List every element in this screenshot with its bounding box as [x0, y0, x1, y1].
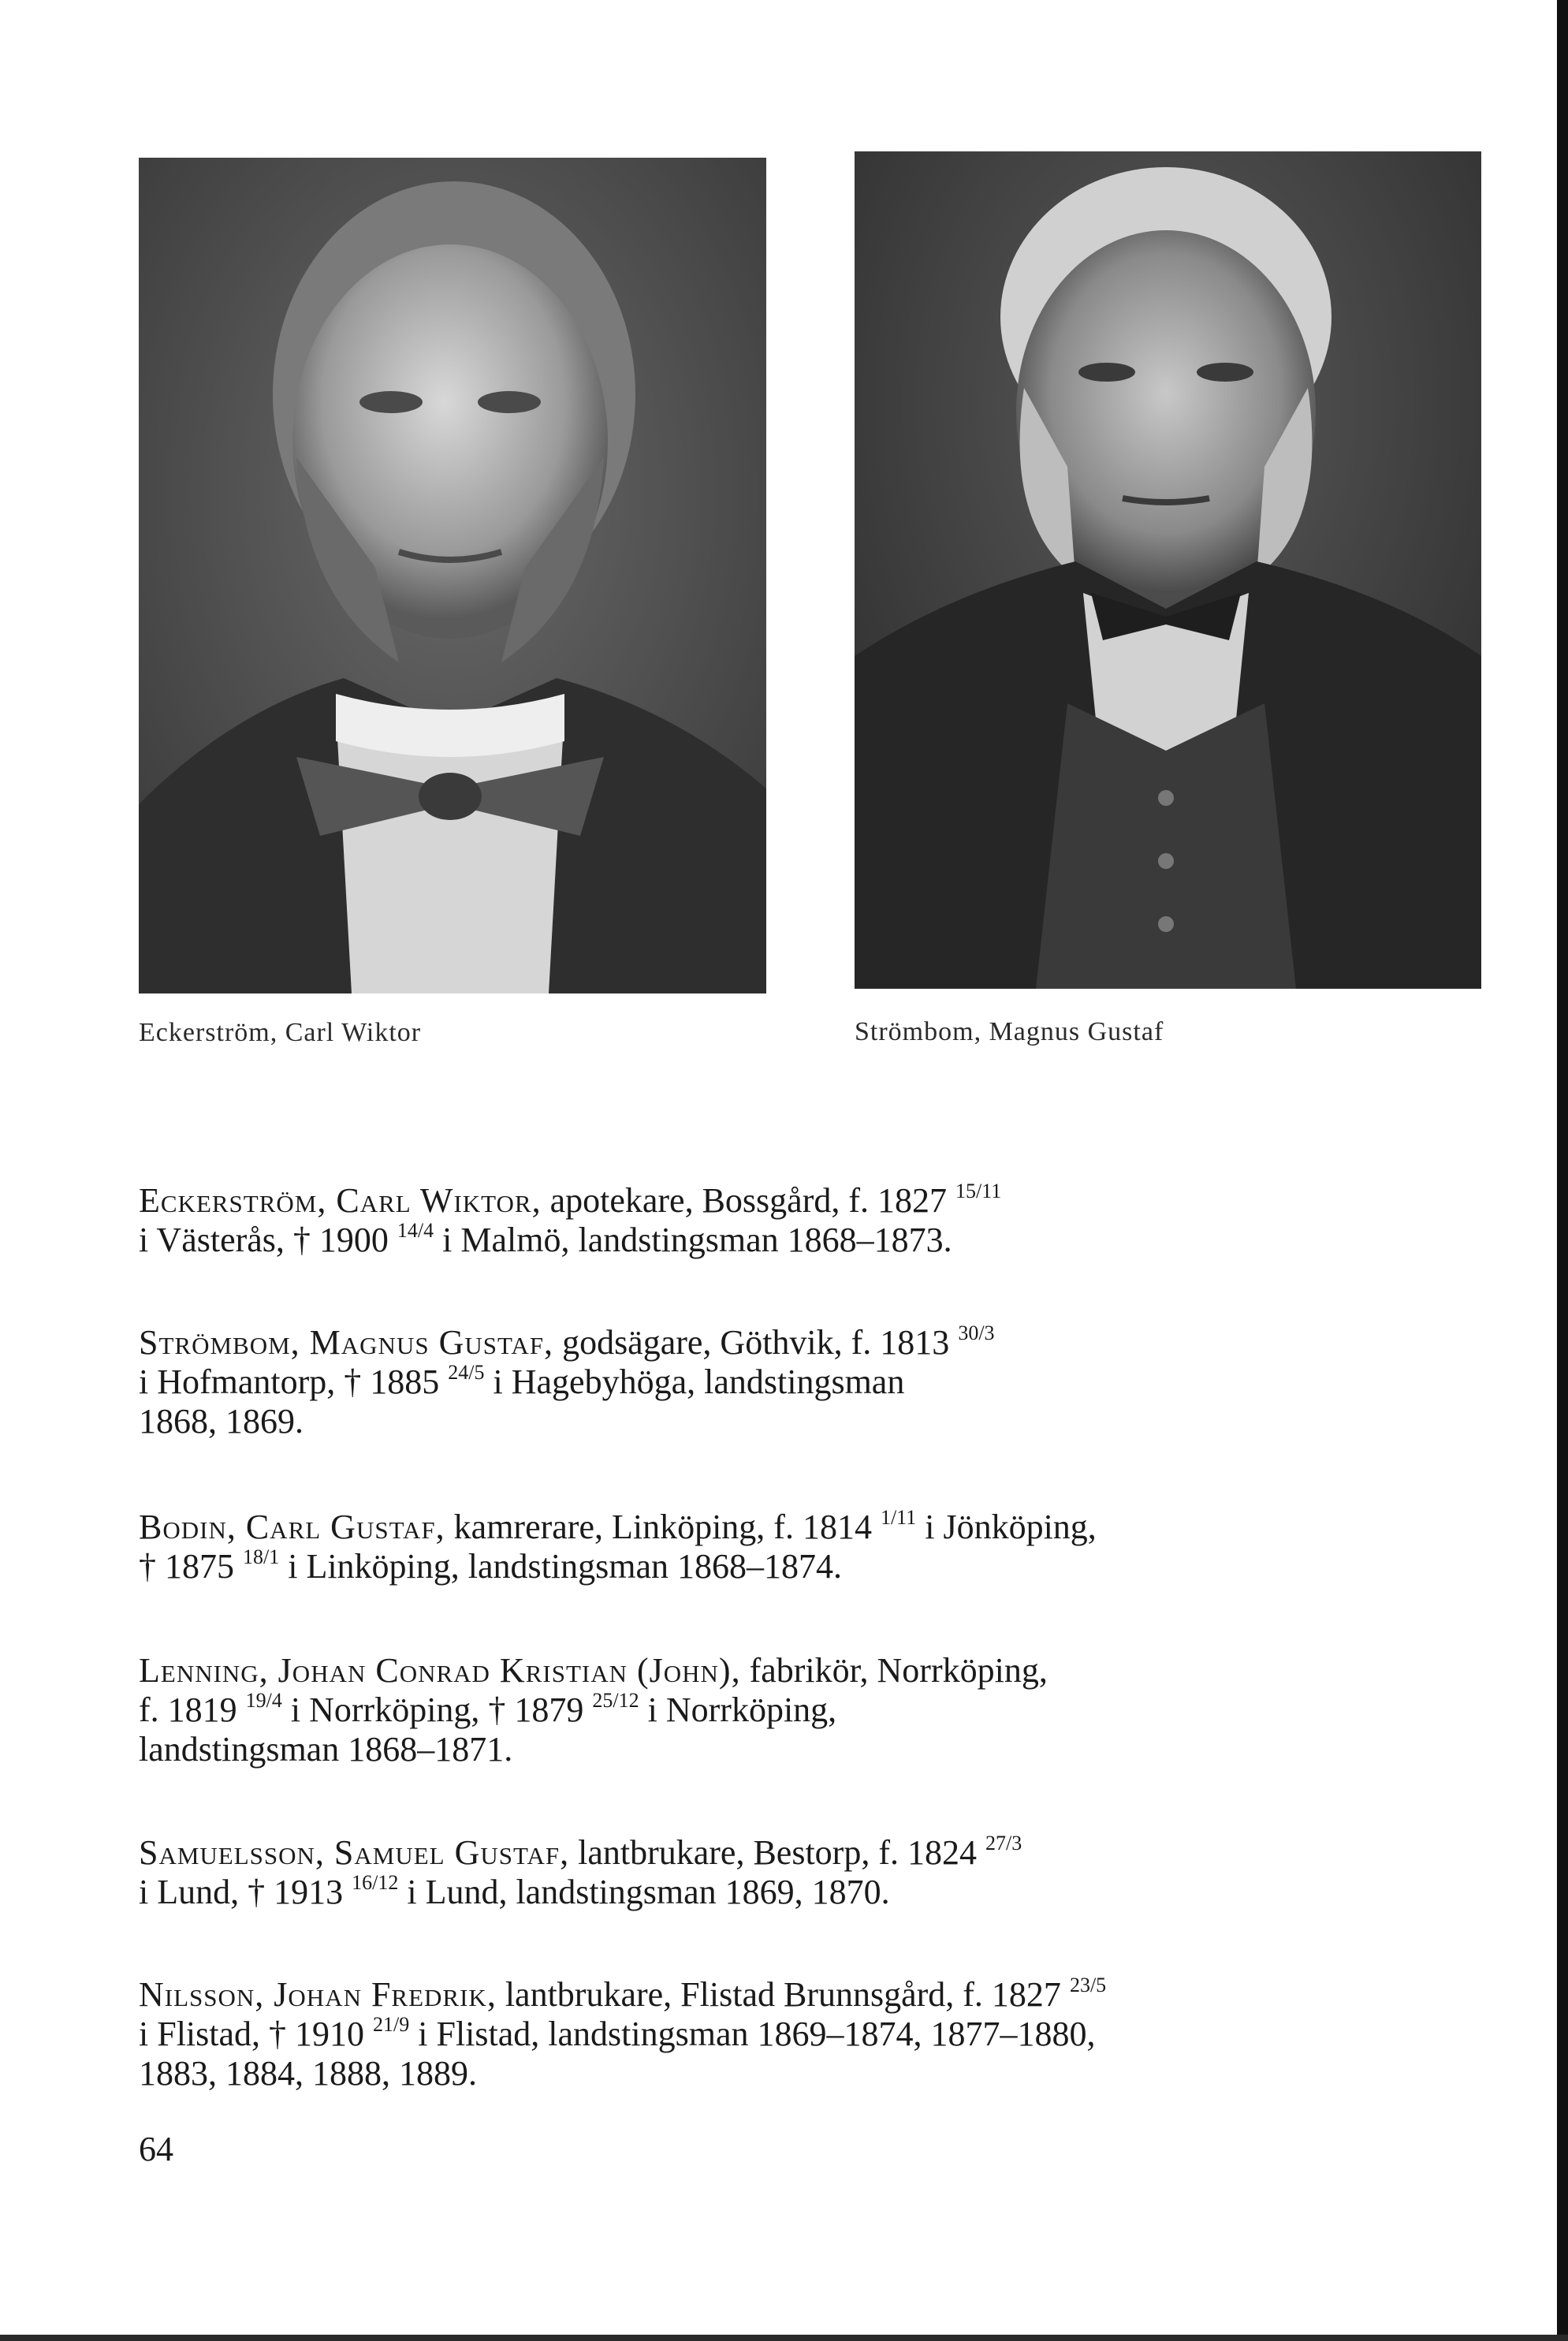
biography-entry — [139, 1508, 1211, 1586]
biography-entry — [139, 1181, 1211, 1260]
entry-line: Lenning, Johan Conrad Kristian (John), fabrikör, Norrköping, — [139, 1651, 1048, 1690]
biography-entry — [139, 1975, 1211, 2093]
entry-line: 1883, 1884, 1888, 1889. — [139, 2054, 477, 2093]
scan-edge-bottom — [0, 2335, 1568, 2341]
entry-line: Eckerström, Carl Wiktor, apotekare, Bossgård, f. 1827 $^{15/11}$ — [139, 1180, 1002, 1220]
entry-line: i Hofmantorp, † 1885 $^{24/5}$ i Hagebyhöga, landstingsman — [139, 1361, 905, 1401]
entry-line: i Lund, † 1913 $^{16/12}$ i Lund, landstingsman 1869, 1870. — [139, 1871, 890, 1911]
entry-line: landstingsman 1868–1871. — [139, 1730, 513, 1769]
entry-line: i Flistad, † 1910 $^{21/9}$ i Flistad, landstingsman 1869–1874, 1877–1880, — [139, 2013, 1096, 2053]
entry-line: Samuelsson, Samuel Gustaf, lantbrukare, Bestorp, f. 1824 $^{27/3}$ — [139, 1832, 1022, 1872]
entry-line: Nilsson, Johan Fredrik, lantbrukare, Flistad Brunnsgård, f. 1827 $^{23/5}$ — [139, 1974, 1107, 2014]
biography-entry — [139, 1833, 1211, 1912]
entry-name: Bodin, Carl Gustaf, — [139, 1508, 445, 1546]
entry-name: Strömbom, Magnus Gustaf, — [139, 1323, 554, 1362]
entry-line: f. 1819 $^{19/4}$ i Norrköping, † 1879 $^{25/12}$ i Norrköping, — [139, 1689, 837, 1729]
portrait-illustration-right — [855, 151, 1481, 989]
entry-name: Samuelsson, Samuel Gustaf, — [139, 1833, 570, 1872]
entry-line: Strömbom, Magnus Gustaf, godsägare, Göthvik, f. 1813 $^{30/3}$ — [139, 1321, 995, 1362]
entry-name: Lenning, Johan Conrad Kristian (John), — [139, 1651, 741, 1690]
biography-entry — [139, 1323, 1211, 1441]
caption-left: Eckerström, Carl Wiktor — [139, 1018, 422, 1047]
portrait-illustration-left — [139, 158, 766, 993]
entry-line: Bodin, Carl Gustaf, kamrerare, Linköping, f. 1814 $^{1/11}$ i Jönköping, — [139, 1506, 1097, 1546]
caption-right: Strömbom, Magnus Gustaf — [855, 1017, 1164, 1046]
portrait-photo-eckerstrom — [139, 158, 766, 993]
page-number: 64 — [139, 2130, 173, 2168]
scan-edge-right — [1557, 0, 1568, 2341]
entry-line: 1868, 1869. — [139, 1402, 304, 1441]
biography-entry — [139, 1651, 1211, 1769]
portrait-photo-strombom — [855, 151, 1481, 989]
entry-line: i Västerås, † 1900 $^{14/4}$ i Malmö, landstingsman 1868–1873. — [139, 1219, 952, 1259]
entry-name: Nilsson, Johan Fredrik, — [139, 1975, 497, 2014]
entry-name: Eckerström, Carl Wiktor, — [139, 1181, 542, 1220]
entry-line: † 1875 $^{18/1}$ i Linköping, landstingsman 1868–1874. — [139, 1545, 842, 1586]
